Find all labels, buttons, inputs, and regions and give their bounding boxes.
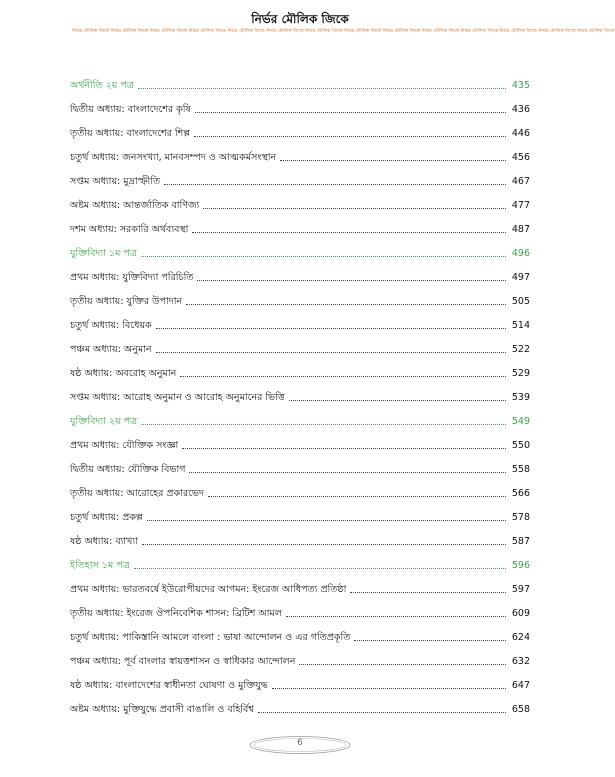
toc-page-number: 596 — [511, 560, 530, 571]
toc-dot-leader — [189, 471, 506, 473]
toc-dot-leader — [141, 255, 506, 257]
toc-page-number: 505 — [511, 296, 530, 307]
toc-page-number: 487 — [511, 224, 530, 235]
toc-page-number: 609 — [511, 608, 530, 619]
toc-entry — [70, 428, 530, 452]
toc-page-number: 456 — [511, 152, 530, 163]
toc-entry — [70, 212, 530, 236]
toc-entry — [70, 692, 530, 716]
toc-entry-label: তৃতীয় অধ্যায়: আরোহের প্রকারভেদ — [70, 488, 205, 499]
toc-entry-label: চতুর্থ অধ্যায়: প্রকল্প — [70, 512, 143, 523]
header-watermark-text: নির্ভর মৌলিক জিকে নির্ভর মৌলিক জিকে নির্ভর মৌলিক জিকে নির্ভর মৌলিক জিকে নির্ভর মৌলিক জিকে নির্ভর মৌলিক জিকে নির্ভর মৌলিক জিকে নির্ভর মৌলিক জিকে নির্ভর মৌলিক জিকে নির্ভর মৌলিক জিকে নির্ভর মৌলিক জিকে নির্ভর মৌলিক জিকে নির্ভর মৌলিক জিকে নির্ভর মৌলিক জিকে — [72, 29, 615, 34]
toc-entry-label: চতুর্থ অধ্যায়: পাকিস্তানি আমলে বাংলা : ভাষা আন্দোলন ও এর গতিপ্রকৃতি — [70, 632, 351, 643]
toc-entry-label: অষ্টম অধ্যায়: আন্তর্জাতিক বাণিজ্য — [70, 200, 200, 211]
toc-entry — [70, 380, 530, 404]
toc-page-number: 497 — [511, 272, 530, 283]
toc-section-label: যুক্তিবিদ্যা ১ম পত্র — [70, 248, 137, 259]
toc-entry-label: প্রথম অধ্যায়: ভারতবর্ষে ইউরোপীয়দের আগমন: ইংরেজ আধিপত্য প্রতিষ্ঠা — [70, 584, 347, 595]
toc-dot-leader — [134, 567, 506, 569]
toc-entry-label: সপ্তম অধ্যায়: মুদ্রাস্ফীতি — [70, 176, 161, 187]
toc-page-number: 435 — [511, 80, 530, 91]
toc-page-number: 467 — [511, 176, 530, 187]
toc-dot-leader — [147, 519, 506, 521]
toc-entry — [70, 92, 530, 116]
toc-section-label: ইতিহাস ১ম পত্র — [70, 560, 130, 571]
toc-entry — [70, 140, 530, 164]
toc-section-heading — [70, 404, 530, 428]
toc-page-number: 624 — [511, 632, 530, 643]
toc-entry-label: সপ্তম অধ্যায়: আরোহ অনুমান ও আরোহ অনুমানের ভিত্তি — [70, 392, 285, 403]
toc-entry — [70, 572, 530, 596]
toc-section-label: অর্থনীতি ২য় পত্র — [70, 80, 134, 91]
toc-entry-label: ষষ্ঠ অধ্যায়: অবরোহ অনুমান — [70, 368, 177, 379]
toc-dot-leader — [195, 111, 506, 113]
toc-entry-label: পঞ্চম অধ্যায়: পূর্ব বাংলার স্বায়ত্তশাসন ও স্বাধিকার আন্দোলন — [70, 656, 296, 667]
toc-dot-leader — [354, 639, 506, 641]
toc-dot-leader — [272, 687, 506, 689]
toc-entry-label: দশম অধ্যায়: সরকারি অর্থব্যবস্থা — [70, 224, 189, 235]
toc-dot-leader — [186, 303, 506, 305]
toc-section-heading — [70, 68, 530, 92]
table-of-contents — [70, 68, 530, 716]
toc-dot-leader — [156, 351, 506, 353]
toc-dot-leader — [208, 495, 506, 497]
toc-entry-label: দ্বিতীয় অধ্যায়: যৌক্তিক বিভাগ — [70, 464, 186, 475]
toc-page-number: 529 — [511, 368, 530, 379]
toc-dot-leader — [192, 231, 506, 233]
toc-entry — [70, 308, 530, 332]
toc-page-number: 550 — [511, 440, 530, 451]
page-header-title: নির্ভর মৌলিক জিকে — [251, 12, 349, 26]
toc-dot-leader — [350, 591, 506, 593]
toc-entry — [70, 596, 530, 620]
toc-page-number: 446 — [511, 128, 530, 139]
toc-page-number: 514 — [511, 320, 530, 331]
toc-entry-label: তৃতীয় অধ্যায়: যুক্তির উপাদান — [70, 296, 183, 307]
toc-page-number: 549 — [511, 416, 530, 427]
toc-entry — [70, 500, 530, 524]
toc-entry — [70, 476, 530, 500]
toc-dot-leader — [197, 279, 506, 281]
toc-page-number: 647 — [511, 680, 530, 691]
toc-page-number: 566 — [511, 488, 530, 499]
toc-dot-leader — [138, 87, 506, 89]
toc-dot-leader — [203, 207, 506, 209]
toc-dot-leader — [142, 543, 506, 545]
toc-page-number: 496 — [511, 248, 530, 259]
toc-entry — [70, 524, 530, 548]
toc-page-number: 597 — [511, 584, 530, 595]
toc-page-number: 436 — [511, 104, 530, 115]
toc-entry-label: দ্বিতীয় অধ্যায়: বাংলাদেশের কৃষি — [70, 104, 191, 115]
toc-page-number: 477 — [511, 200, 530, 211]
page-footer — [248, 735, 352, 755]
toc-entry-label: প্রথম অধ্যায়: যুক্তিবিদ্যা পরিচিতি — [70, 272, 194, 283]
toc-entry — [70, 188, 530, 212]
toc-dot-leader — [289, 399, 506, 401]
toc-page-number: 587 — [511, 536, 530, 547]
toc-page-number: 522 — [511, 344, 530, 355]
toc-page-number: 658 — [511, 704, 530, 715]
toc-entry-label: প্রথম অধ্যায়: যৌক্তিক সংজ্ঞা — [70, 440, 179, 451]
toc-dot-leader — [164, 183, 506, 185]
toc-entry-label: তৃতীয় অধ্যায়: বাংলাদেশের শিল্প — [70, 128, 191, 139]
toc-dot-leader — [286, 615, 506, 617]
toc-entry — [70, 332, 530, 356]
toc-entry — [70, 452, 530, 476]
toc-entry-label: তৃতীয় অধ্যায়: ইংরেজ ঔপনিবেশিক শাসন: ব্রিটিশ আমল — [70, 608, 282, 619]
toc-page-number: 578 — [511, 512, 530, 523]
toc-entry-label: চতুর্থ অধ্যায়: বিধেয়ক — [70, 320, 152, 331]
toc-page-number: 558 — [511, 464, 530, 475]
toc-dot-leader — [299, 663, 506, 665]
toc-section-label: যুক্তিবিদ্যা ২য় পত্র — [70, 416, 138, 427]
toc-dot-leader — [280, 159, 506, 161]
toc-dot-leader — [156, 327, 506, 329]
toc-entry-label: ষষ্ঠ অধ্যায়: ব্যাখ্যা — [70, 536, 138, 547]
toc-dot-leader — [180, 375, 506, 377]
toc-entry — [70, 116, 530, 140]
toc-entry — [70, 644, 530, 668]
toc-dot-leader — [182, 447, 506, 449]
toc-dot-leader — [141, 423, 506, 425]
toc-entry-label: পঞ্চম অধ্যায়: অনুমান — [70, 344, 152, 355]
toc-section-heading — [70, 236, 530, 260]
toc-dot-leader — [258, 711, 506, 713]
page-number: 6 — [297, 738, 303, 748]
toc-page-number: 632 — [511, 656, 530, 667]
toc-entry — [70, 284, 530, 308]
toc-entry — [70, 356, 530, 380]
toc-entry — [70, 620, 530, 644]
toc-entry — [70, 668, 530, 692]
toc-entry-label: ষষ্ঠ অধ্যায়: বাংলাদেশের স্বাধীনতা ঘোষণা ও মুক্তিযুদ্ধ — [70, 680, 268, 691]
toc-entry — [70, 260, 530, 284]
toc-dot-leader — [194, 135, 506, 137]
toc-entry — [70, 164, 530, 188]
toc-entry-label: অষ্টম অধ্যায়: মুক্তিযুদ্ধে প্রবাসী বাঙালি ও বহির্বিশ্ব — [70, 704, 254, 715]
toc-entry-label: চতুর্থ অধ্যায়: জনসংখ্যা, মানবসম্পদ ও আত্মকর্মসংস্থান — [70, 152, 277, 163]
toc-page-number: 539 — [511, 392, 530, 403]
toc-section-heading — [70, 548, 530, 572]
